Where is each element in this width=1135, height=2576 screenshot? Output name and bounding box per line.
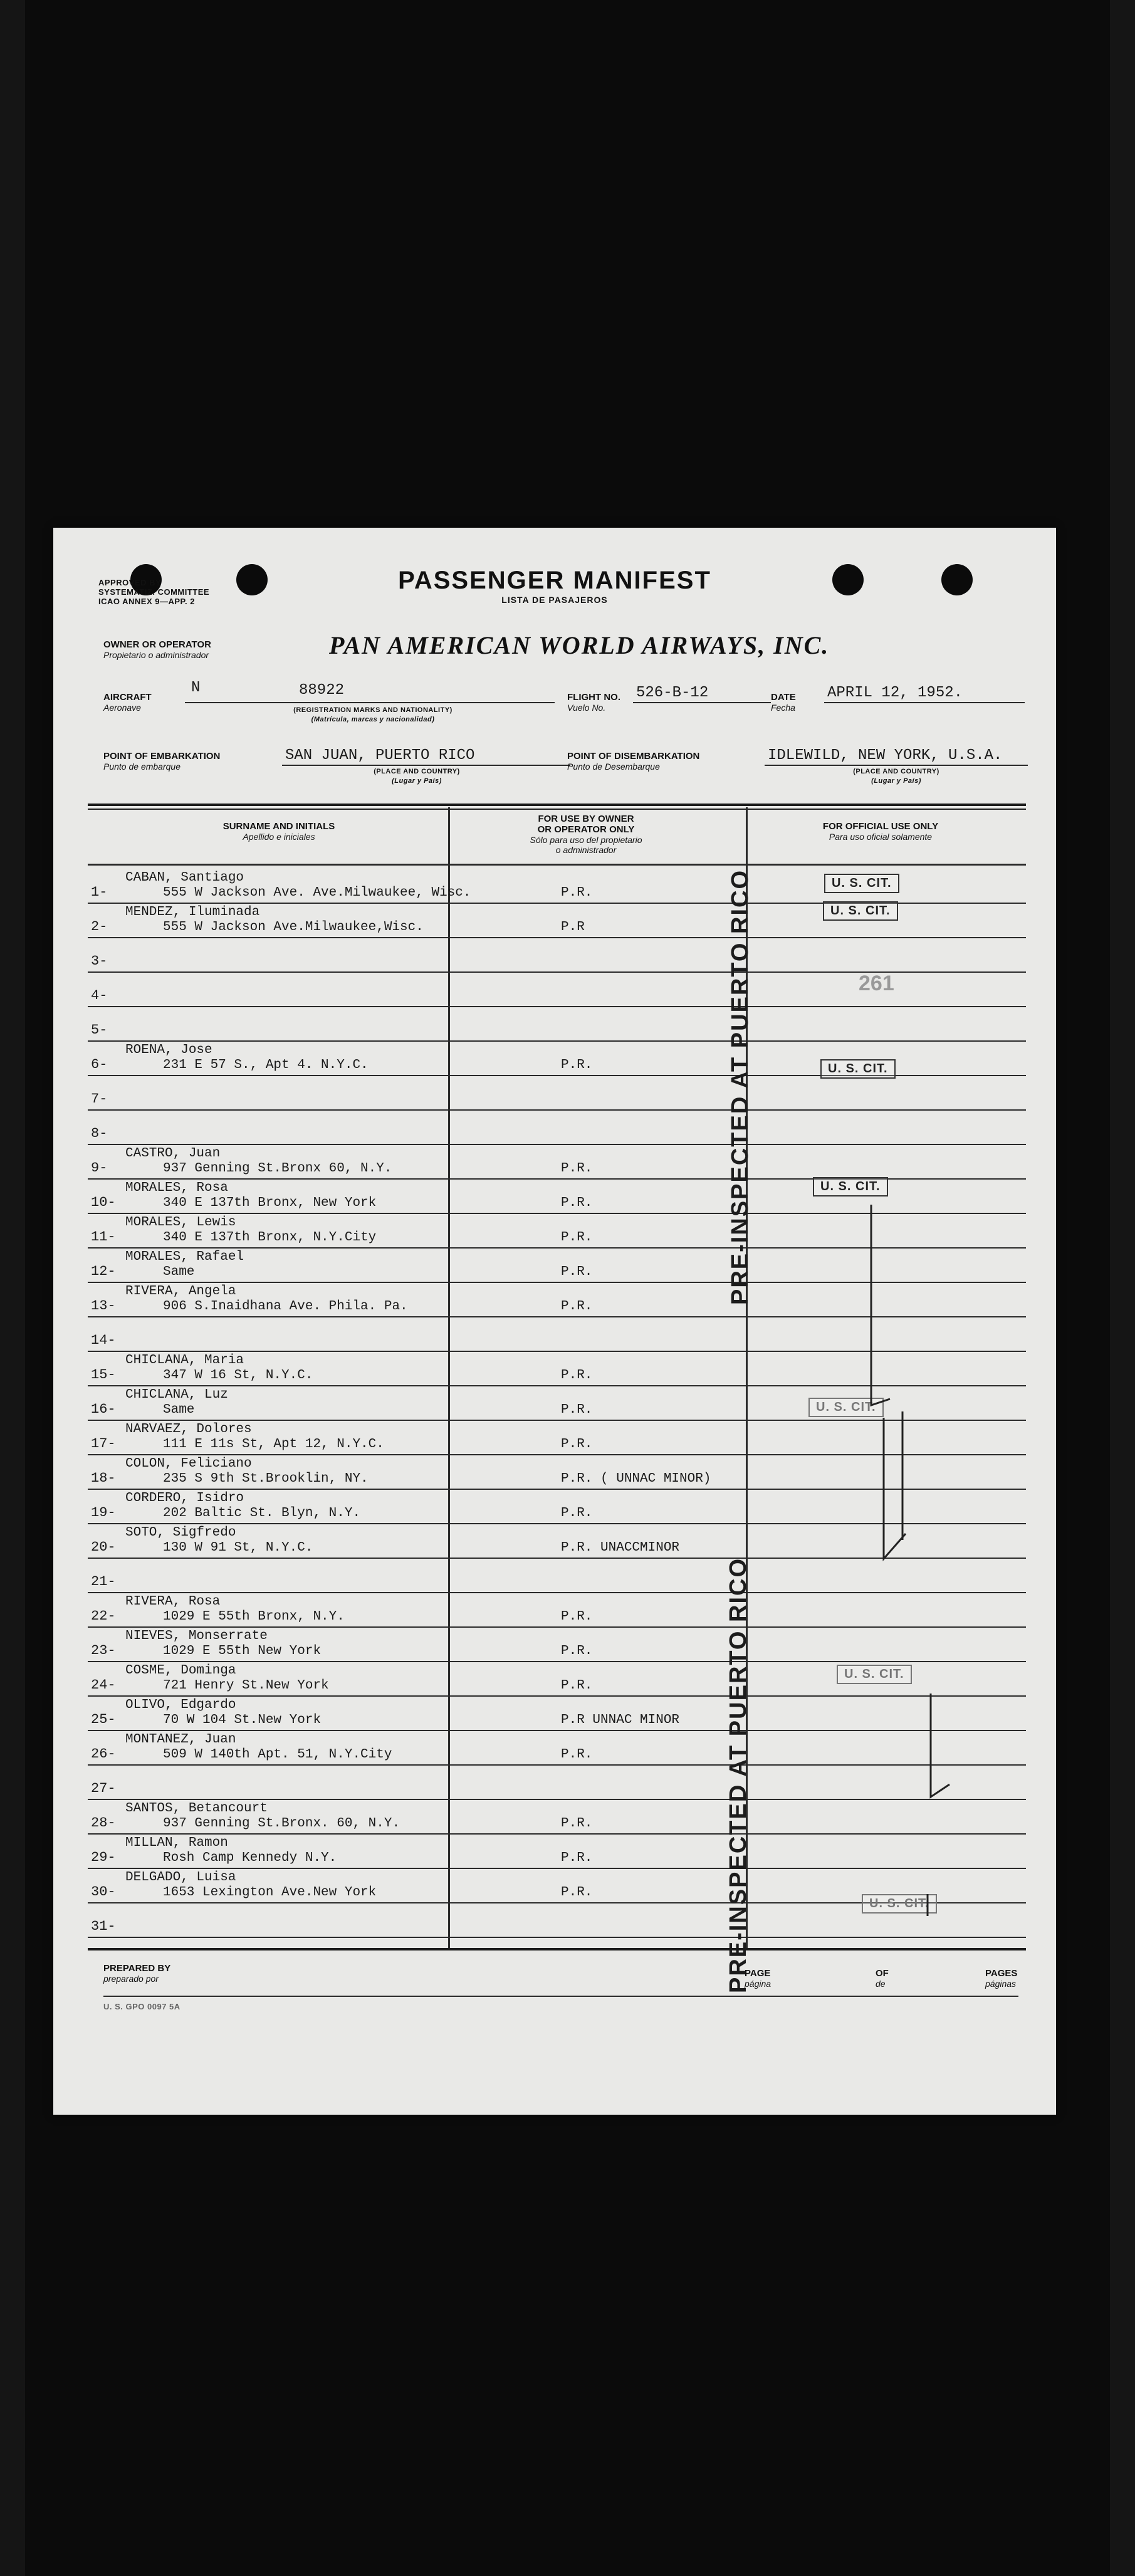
col-header-official-en: FOR OFFICIAL USE ONLY [822, 821, 939, 832]
film-edge-right [1110, 0, 1135, 2576]
form-number: U. S. GPO 0097 5A [103, 2002, 180, 2011]
row-number: 27- [91, 1781, 116, 1796]
row-number: 18- [91, 1470, 116, 1486]
passenger-name: ROENA, Jose [125, 1043, 212, 1057]
embark-place-note-en: (PLACE AND COUNTRY) [374, 768, 460, 775]
date-underline [824, 702, 1025, 703]
passenger-address: Same [163, 1265, 195, 1279]
passenger-name: NARVAEZ, Dolores [125, 1422, 252, 1437]
passenger-address: 1653 Lexington Ave.New York [163, 1885, 377, 1900]
passenger-address: 1029 E 55th New York [163, 1644, 322, 1658]
row-number: 11- [91, 1229, 116, 1245]
operator-note: P.R. [561, 1161, 593, 1176]
table-top-border-2 [88, 809, 1026, 810]
us-cit-stamp: U. S. CIT. [837, 1665, 912, 1684]
operator-note: P.R. [561, 1644, 593, 1658]
aircraft-underline [185, 702, 555, 703]
approval-line-3: ICAO ANNEX 9—APP. 2 [98, 597, 195, 606]
passenger-address: 509 W 140th Apt. 51, N.Y.City [163, 1747, 392, 1762]
row-number: 7- [91, 1091, 108, 1107]
operator-note: P.R. [561, 1437, 593, 1452]
us-cit-stamp: U. S. CIT. [808, 1398, 884, 1417]
passenger-address: Same [163, 1403, 195, 1417]
us-cit-stamp: U. S. CIT. [862, 1894, 937, 1914]
row-number: 24- [91, 1677, 116, 1693]
col-header-operator-2: OR OPERATOR ONLY [537, 824, 635, 835]
col-header-surname-en: SURNAME AND INITIALS [222, 821, 335, 832]
table-row [53, 904, 1056, 938]
row-number: 26- [91, 1746, 116, 1762]
registration-note [260, 706, 486, 725]
disembark-place-note-en: (PLACE AND COUNTRY) [853, 768, 939, 775]
registration-note-es: (Matrícula, marcas y nacionalidad) [311, 716, 435, 723]
passenger-address: 235 S 9th St.Brooklin, NY. [163, 1472, 369, 1486]
row-number: 17- [91, 1436, 116, 1452]
operator-note: P.R [561, 920, 585, 935]
table-row [53, 938, 1056, 973]
page-subtitle: LISTA DE PASAJEROS [501, 595, 608, 605]
preinspected-stamp-upper: PRE-INSPECTED AT PUERTO RICO [727, 869, 753, 1305]
us-cit-stamp: U. S. CIT. [824, 874, 899, 893]
operator-note: P.R. [561, 1265, 593, 1279]
pages-label: PAGES [985, 1968, 1018, 1979]
passenger-address: 555 W Jackson Ave.Milwaukee,Wisc. [163, 920, 424, 935]
row-number: 2- [91, 919, 108, 935]
row-number: 19- [91, 1505, 116, 1521]
embark-value: SAN JUAN, PUERTO RICO [285, 747, 475, 764]
title-block [316, 567, 793, 605]
passenger-address: 1029 E 55th Bronx, N.Y. [163, 1610, 345, 1624]
aircraft-value: 88922 [299, 682, 345, 699]
disembark-place-note [827, 767, 965, 786]
page-label: PAGE [745, 1968, 771, 1979]
of-label-block [876, 1968, 889, 1989]
page-title: PASSENGER MANIFEST [398, 567, 711, 594]
pages-label-es: páginas [985, 1979, 1017, 1989]
col-header-operator-1: FOR USE BY OWNER [538, 814, 634, 824]
aircraft-label-block [103, 692, 152, 713]
header-bottom-line [88, 864, 1026, 866]
passenger-name: RIVERA, Angela [125, 1284, 236, 1299]
us-cit-stamp: U. S. CIT. [823, 901, 898, 921]
passenger-name: RIVERA, Rosa [125, 1594, 221, 1609]
operator-note: P.R. [561, 886, 593, 900]
passenger-name: MONTANEZ, Juan [125, 1732, 236, 1747]
aircraft-prefix: N [191, 679, 201, 696]
film-edge-left [0, 0, 25, 2576]
operator-note: P.R. [561, 1678, 593, 1693]
table-row [53, 973, 1056, 1007]
passenger-address: 231 E 57 S., Apt 4. N.Y.C. [163, 1058, 369, 1072]
approval-line-1: APPROVED BY [98, 578, 162, 587]
aircraft-label-es: Aeronave [103, 703, 141, 713]
row-number: 12- [91, 1264, 116, 1279]
operator-note: P.R. UNACCMINOR [561, 1541, 680, 1555]
row-number: 22- [91, 1608, 116, 1624]
disembark-label-es: Punto de Desembarque [567, 762, 660, 772]
disembark-label: POINT OF DISEMBARKATION [567, 751, 700, 762]
passenger-name: COSME, Dominga [125, 1663, 236, 1678]
passenger-address: 906 S.Inaidhana Ave. Phila. Pa. [163, 1299, 408, 1314]
punch-hole [236, 564, 268, 595]
approval-block [98, 578, 209, 606]
row-number: 5- [91, 1022, 108, 1038]
date-value: APRIL 12, 1952. [827, 684, 963, 701]
approval-line-2: SYSTEMATIZ. COMMITTEE [98, 587, 210, 597]
row-number: 10- [91, 1195, 116, 1210]
passenger-address: 340 E 137th Bronx, New York [163, 1196, 377, 1210]
col-header-surname [128, 821, 429, 842]
flight-label-block [567, 692, 620, 713]
operator-note: P.R. [561, 1885, 593, 1900]
bracket-1 [871, 1205, 890, 1405]
pages-label-block [985, 1968, 1017, 1989]
passenger-name: CHICLANA, Maria [125, 1353, 244, 1368]
flight-underline [633, 702, 771, 703]
flight-label-es: Vuelo No. [567, 703, 606, 713]
row-number: 20- [91, 1539, 116, 1555]
prepared-by-label-es: preparado por [103, 1974, 159, 1984]
passenger-name: CORDERO, Isidro [125, 1491, 244, 1505]
of-label-es: de [876, 1979, 886, 1989]
embark-label-block [103, 751, 220, 772]
embark-place-note-es: (Lugar y País) [392, 777, 442, 785]
disembark-underline [765, 765, 1028, 766]
passenger-name: COLON, Feliciano [125, 1457, 252, 1471]
page-label-block [745, 1968, 771, 1989]
row-number: 16- [91, 1401, 116, 1417]
embark-label: POINT OF EMBARKATION [103, 751, 221, 762]
owner-value: PAN AMERICAN WORLD AIRWAYS, INC. [329, 631, 830, 659]
passenger-name: CHICLANA, Luz [125, 1388, 228, 1402]
row-number: 13- [91, 1298, 116, 1314]
passenger-name: SANTOS, Betancourt [125, 1801, 268, 1816]
passenger-name: MORALES, Rafael [125, 1250, 244, 1264]
row-number: 15- [91, 1367, 116, 1383]
row-number: 3- [91, 953, 108, 969]
bracket-3 [931, 1694, 949, 1797]
flight-value: 526-B-12 [636, 684, 709, 701]
us-cit-stamp: U. S. CIT. [813, 1177, 888, 1196]
row-number: 14- [91, 1333, 116, 1348]
page-label-es: página [745, 1979, 771, 1989]
operator-note: P.R. ( UNNAC MINOR) [561, 1472, 711, 1486]
row-number: 31- [91, 1919, 116, 1934]
owner-label: OWNER OR OPERATOR [103, 639, 211, 650]
passenger-name: SOTO, Sigfredo [125, 1526, 236, 1540]
date-label-block [771, 692, 796, 713]
flight-label: FLIGHT NO. [567, 692, 620, 703]
table-row [53, 869, 1056, 904]
table-row [53, 1076, 1056, 1111]
operator-note: P.R. [561, 1851, 593, 1865]
passenger-name: MORALES, Rosa [125, 1181, 228, 1195]
col-header-surname-es: Apellido e iniciales [243, 832, 315, 842]
passenger-address: 340 E 137th Bronx, N.Y.City [163, 1230, 377, 1245]
operator-note: P.R. [561, 1299, 593, 1314]
passenger-address: 70 W 104 St.New York [163, 1713, 322, 1727]
row-number: 4- [91, 988, 108, 1003]
passenger-name: DELGADO, Luisa [125, 1870, 236, 1885]
operator-note: P.R UNNAC MINOR [561, 1713, 680, 1727]
col-header-operator [454, 814, 718, 855]
operator-note: P.R. [561, 1403, 593, 1417]
date-label-es: Fecha [771, 703, 795, 713]
operator-note: P.R. [561, 1196, 593, 1210]
operator-note: P.R. [561, 1816, 593, 1831]
col-header-operator-es-2: o administrador [555, 845, 617, 855]
row-number: 21- [91, 1574, 116, 1589]
disembark-place-note-es: (Lugar y País) [871, 777, 921, 785]
passenger-address: 937 Genning St.Bronx. 60, N.Y. [163, 1816, 400, 1831]
row-number: 1- [91, 884, 108, 900]
col-header-operator-es-1: Sólo para uso del propietario [530, 835, 642, 845]
embark-underline [282, 765, 570, 766]
operator-note: P.R. [561, 1506, 593, 1521]
date-label: DATE [771, 692, 796, 703]
passenger-name: MENDEZ, Iluminada [125, 905, 260, 919]
operator-note: P.R. [561, 1610, 593, 1624]
embark-label-es: Punto de embarque [103, 762, 180, 772]
table-row [53, 1007, 1056, 1042]
table-top-border [88, 804, 1026, 806]
passenger-name: MORALES, Lewis [125, 1215, 236, 1230]
passenger-address: 555 W Jackson Ave. Ave.Milwaukee, Wisc. [163, 886, 471, 900]
official-brackets [805, 1192, 993, 1957]
row-number: 30- [91, 1884, 116, 1900]
embark-place-note [348, 767, 486, 786]
disembark-label-block [567, 751, 699, 772]
row-number: 23- [91, 1643, 116, 1658]
preinspected-stamp-lower: PRE-INSPECTED AT PUERTO RICO [725, 1557, 751, 1993]
passenger-address: Rosh Camp Kennedy N.Y. [163, 1851, 337, 1865]
count-stamp: 261 [859, 971, 894, 995]
punch-hole [941, 564, 973, 595]
passenger-address: 937 Genning St.Bronx 60, N.Y. [163, 1161, 392, 1176]
row-number: 25- [91, 1712, 116, 1727]
passenger-name: NIEVES, Monserrate [125, 1629, 268, 1643]
of-label: OF [876, 1968, 889, 1979]
owner-label-block [103, 639, 211, 660]
table-row [53, 1042, 1056, 1076]
row-number: 6- [91, 1057, 108, 1072]
row-number: 8- [91, 1126, 108, 1141]
passenger-address: 202 Baltic St. Blyn, N.Y. [163, 1506, 361, 1521]
row-number: 29- [91, 1850, 116, 1865]
passenger-name: OLIVO, Edgardo [125, 1698, 236, 1712]
passenger-address: 347 W 16 St, N.Y.C. [163, 1368, 313, 1383]
disembark-value: IDLEWILD, NEW YORK, U.S.A. [768, 747, 1003, 764]
passenger-address: 721 Henry St.New York [163, 1678, 329, 1693]
table-row [53, 1111, 1056, 1145]
prepared-by-block [103, 1963, 170, 1984]
footer-line [103, 1996, 1018, 1997]
operator-note: P.R. [561, 1747, 593, 1762]
row-number: 28- [91, 1815, 116, 1831]
table-row [53, 1145, 1056, 1180]
passenger-name: MILLAN, Ramon [125, 1836, 228, 1850]
passenger-address: 130 W 91 St, N.Y.C. [163, 1541, 313, 1555]
row-number: 9- [91, 1160, 108, 1176]
col-header-official [749, 821, 1012, 842]
operator-note: P.R. [561, 1230, 593, 1245]
aircraft-label: AIRCRAFT [103, 692, 152, 703]
us-cit-stamp: U. S. CIT. [820, 1059, 896, 1079]
passenger-address: 111 E 11s St, Apt 12, N.Y.C. [163, 1437, 384, 1452]
owner-label-es: Propietario o administrador [103, 650, 209, 660]
prepared-by-label: PREPARED BY [103, 1963, 171, 1974]
operator-note: P.R. [561, 1058, 593, 1072]
passenger-name: CASTRO, Juan [125, 1146, 221, 1161]
registration-note-en: (REGISTRATION MARKS AND NATIONALITY) [293, 706, 452, 714]
operator-note: P.R. [561, 1368, 593, 1383]
col-header-official-es: Para uso oficial solamente [829, 832, 933, 842]
manifest-sheet [53, 528, 1056, 2115]
passenger-name: CABAN, Santiago [125, 871, 244, 885]
punch-hole [832, 564, 864, 595]
